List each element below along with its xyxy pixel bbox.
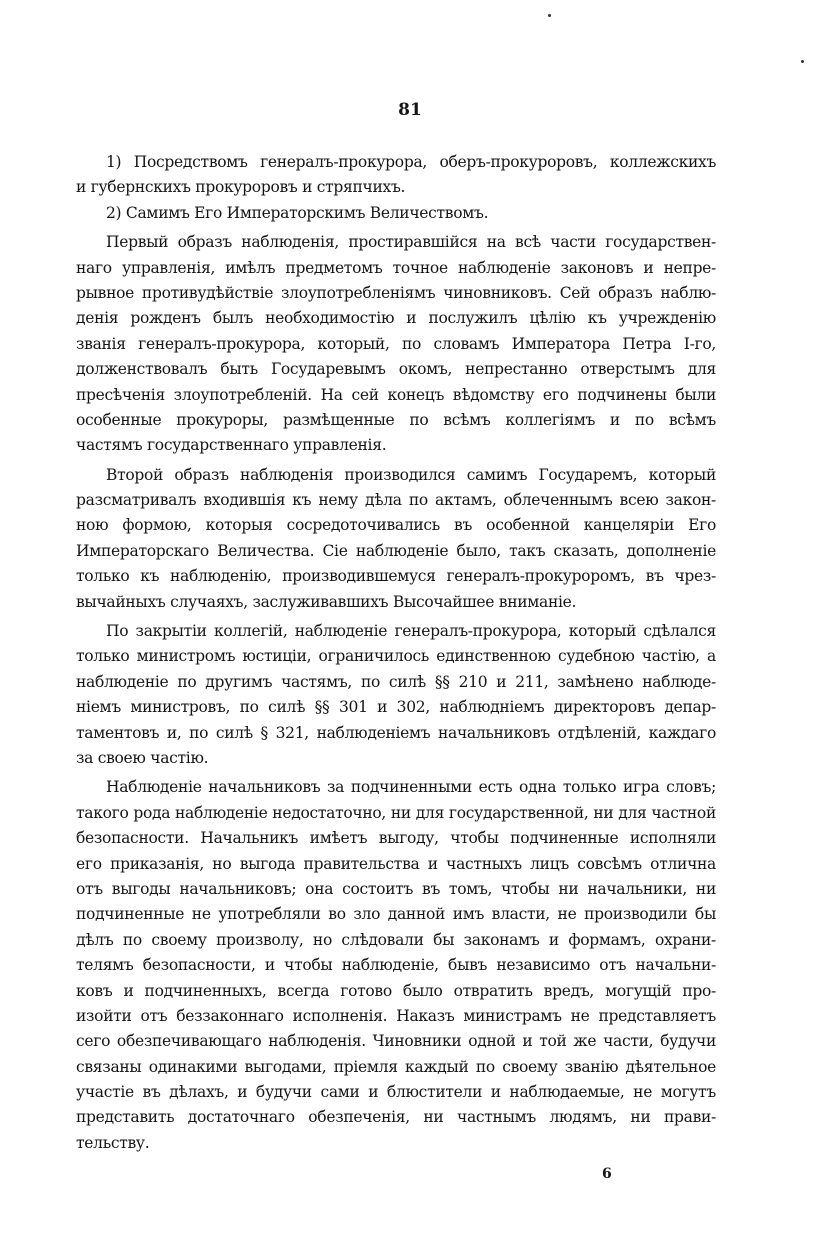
body-text bbox=[76, 150, 716, 1156]
text-line: такого рода наблюденіе недостаточно, ни для государственной, ни для частной bbox=[76, 803, 716, 822]
text-line: пресѣченія злоупотребленій. На сей конецъ вѣдомству его подчинены были bbox=[76, 385, 716, 404]
text-line: ніемъ министровъ, по силѣ §§ 301 и 302, наблюдніемъ директоровъ депар- bbox=[76, 698, 716, 717]
text-line: наблюденіе по другимъ частямъ, по силѣ §§ 210 и 211, замѣнено наблюде- bbox=[76, 672, 716, 691]
text-line: изойти отъ беззаконнаго исполненія. Наказъ министрамъ не представляетъ bbox=[76, 1006, 716, 1025]
text-line: телямъ безопасности, и чтобы наблюденіе, бывъ независимо отъ начальни- bbox=[76, 956, 716, 975]
text-line: рывное противудѣйствіе злоупотребленіямъ чиновниковъ. Сей образъ наблю- bbox=[76, 283, 716, 302]
text-line: наго управленія, имѣлъ предметомъ точное наблюденіе законовъ и непре- bbox=[76, 258, 716, 277]
text-line: долженствовалъ быть Государевымъ окомъ, непрестанно отверстымъ для bbox=[76, 360, 716, 379]
scan-speck bbox=[801, 60, 804, 63]
scan-speck bbox=[548, 14, 551, 17]
text-line: связаны одинакими выгодами, пріемля каждый по своему званію дѣятельное bbox=[76, 1057, 716, 1076]
text-line: участіе въ дѣлахъ, и будучи сами и блюстители и наблюдаемые, не могутъ bbox=[76, 1083, 716, 1102]
text-line: подчиненные не употребляли во зло данной имъ власти, не производили бы bbox=[76, 905, 716, 924]
text-line: ковъ и подчиненныхъ, всегда готово было отвратить вредъ, могущій про- bbox=[76, 981, 716, 1000]
text-line: только министромъ юстиціи, ограничилось единственною судебною частію, а bbox=[76, 647, 716, 666]
text-line: безопасности. Начальникъ имѣетъ выгоду, чтобы подчиненные исполняли bbox=[76, 829, 716, 848]
text-line: званія генералъ-прокурора, который, по словамъ Императора Петра І-го, bbox=[76, 334, 716, 353]
text-line: частямъ государственнаго управленія. bbox=[76, 436, 387, 455]
text-line: таментовъ и, по силѣ § 321, наблюденіемъ начальниковъ отдѣленій, каждаго bbox=[76, 723, 716, 742]
text-line: ною формою, которыя сосредоточивались въ особенной канцеляріи Его bbox=[76, 516, 716, 535]
text-line: его приказанія, но выгода правительства и частныхъ лицъ совсѣмъ отлична bbox=[76, 854, 716, 873]
text-line: Первый образъ наблюденія, простиравшійся на всѣ части государствен- bbox=[106, 233, 716, 252]
text-line: Наблюденіе начальниковъ за подчиненными есть одна только игра словъ; bbox=[106, 778, 716, 797]
text-line: денія рожденъ былъ необходимостію и послужилъ цѣлію къ учрежденію bbox=[76, 309, 716, 328]
text-line: дѣлъ по своему произволу, но слѣдовали бы законамъ и формамъ, охрани- bbox=[76, 930, 716, 949]
text-line: тельству. bbox=[76, 1133, 150, 1152]
text-line: Императорскаго Величества. Сіе наблюденіе было, такъ сказать, дополненіе bbox=[76, 541, 716, 560]
text-line: вычайныхъ случаяхъ, заслуживавшихъ Высочайшее вниманіе. bbox=[76, 592, 577, 611]
text-line: за своею частію. bbox=[76, 748, 209, 767]
text-line: только къ наблюденію, производившемуся генералъ-прокуроромъ, въ чрез- bbox=[76, 567, 716, 586]
text-line: особенные прокуроры, размѣщенные по всѣмъ коллегіямъ и по всѣмъ bbox=[76, 410, 716, 429]
text-line: и губернскихъ прокуроровъ и стряпчихъ. bbox=[76, 178, 406, 197]
text-line: отъ выгоды начальниковъ; она состоитъ въ томъ, чтобы ни начальники, ни bbox=[76, 879, 716, 898]
text-line: 1) Посредствомъ генералъ-прокурора, оберъ-прокуроровъ, коллежскихъ bbox=[106, 153, 716, 171]
text-line: представить достаточнаго обезпеченія, ни частнымъ людямъ, ни прави- bbox=[76, 1108, 716, 1127]
text-line: Второй образъ наблюденія производился самимъ Государемъ, который bbox=[106, 465, 716, 484]
signature-mark: 6 bbox=[602, 1166, 612, 1182]
text-line: По закрытіи коллегій, наблюденіе генералъ-прокурора, который сдѣлался bbox=[106, 622, 716, 641]
text-line: 2) Самимъ Его Императорскимъ Величествомъ. bbox=[106, 203, 489, 222]
page-number: 81 bbox=[398, 100, 422, 120]
text-line: сего обезпечивающаго наблюденія. Чиновники одной и той же части, будучи bbox=[76, 1032, 716, 1051]
text-line: разсматривалъ входившія къ нему дѣла по актамъ, облеченнымъ всею закон- bbox=[76, 491, 716, 510]
